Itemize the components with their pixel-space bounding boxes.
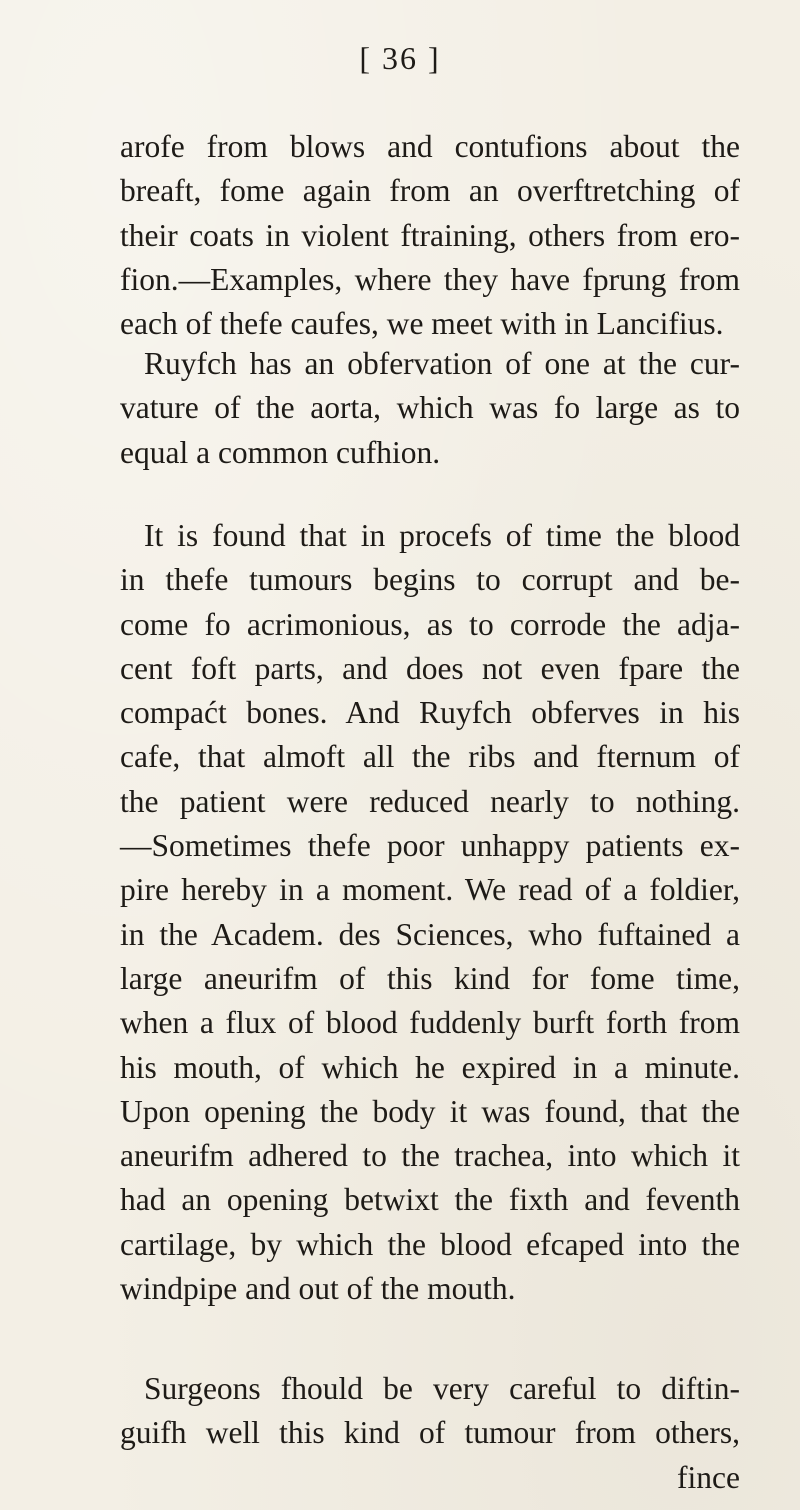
text-line: equal a common cufhion. (120, 434, 441, 470)
text-line: —Sometimes thefe poor unhappy patients ex- (120, 828, 740, 864)
text-line: cent foft parts, and does not even fpare the (120, 650, 740, 686)
text-line: large aneurifm of this kind for fome time, (120, 960, 740, 996)
catchword: fince (677, 1459, 740, 1495)
text-line: Ruyfch has an obfervation of one at the cur- (144, 346, 740, 381)
text-line: each of thefe caufes, we meet with in Lancifius. (120, 306, 724, 342)
text-line: Upon opening the body it was found, that the (120, 1093, 740, 1129)
text-line: Surgeons fhould be very careful to diftin- (144, 1371, 740, 1406)
paragraph-1 (120, 125, 740, 346)
text-line: pire hereby in a moment. We read of a foldier, (120, 872, 740, 908)
text-line: windpipe and out of the mouth. (120, 1271, 516, 1307)
text-line: when a flux of blood fuddenly burft forth from (120, 1005, 740, 1041)
text-line: cafe, that almoft all the ribs and fternum of (120, 739, 740, 775)
paragraph-4 (120, 1367, 740, 1500)
paragraph-2 (120, 342, 740, 475)
text-line: cartilage, by which the blood efcaped into the (120, 1226, 740, 1262)
text-line: It is found that in procefs of time the blood (144, 518, 740, 553)
text-line: his mouth, of which he expired in a minute. (120, 1049, 740, 1085)
text-line: compaćt bones. And Ruyfch obferves in his (120, 695, 740, 731)
text-line: their coats in violent ftraining, others from ero- (120, 217, 740, 253)
text-line: in thefe tumours begins to corrupt and be- (120, 562, 740, 598)
paragraph-3 (120, 514, 740, 1311)
text-line: vature of the aorta, which was fo large as to (120, 390, 740, 426)
page-number: [ 36 ] (359, 40, 441, 76)
text-line: in the Academ. des Sciences, who fuftained a (120, 916, 740, 952)
text-line: guifh well this kind of tumour from others, (120, 1415, 740, 1451)
text-line: breaft, fome again from an overftretching of (120, 173, 740, 209)
text-line: come fo acrimonious, as to corrode the adja- (120, 606, 740, 642)
text-line: fion.—Examples, where they have fprung from (120, 261, 740, 297)
text-line: aneurifm adhered to the trachea, into which it (120, 1138, 740, 1174)
text-line: the patient were reduced nearly to nothing. (120, 783, 740, 819)
text-line: arofe from blows and contufions about the (120, 129, 740, 164)
text-line: had an opening betwixt the fixth and feventh (120, 1182, 740, 1218)
